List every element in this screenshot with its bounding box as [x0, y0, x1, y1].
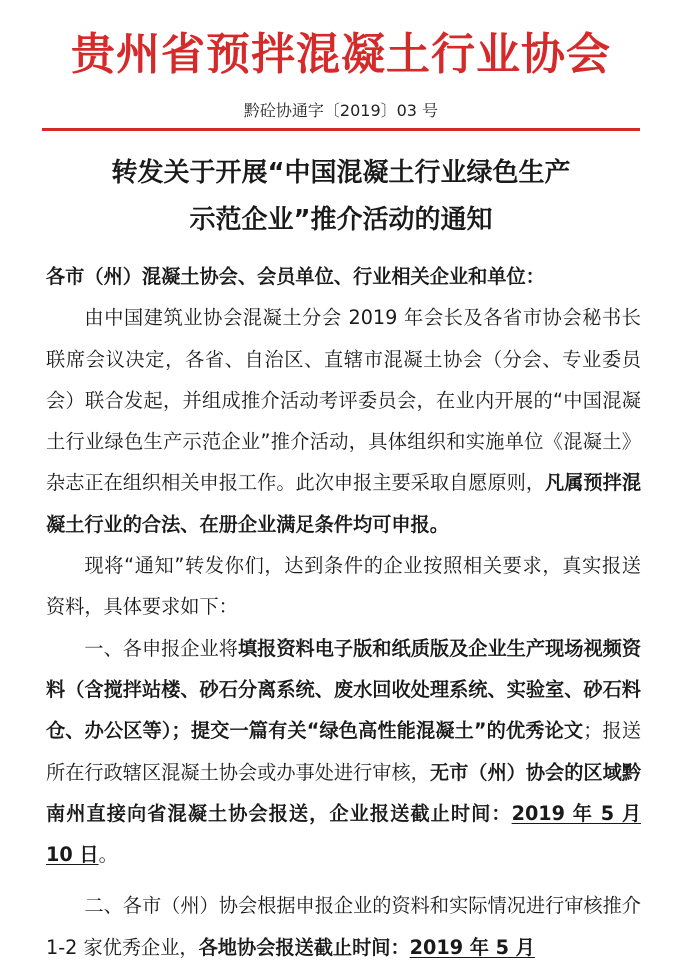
paragraph-4-deadline-note: 各地协会报送截止时间： — [198, 935, 410, 959]
document-number: 黔砼协通字〔2019〕03 号 — [243, 101, 439, 120]
paragraph-1-emphasis: 凡属预拌混凝土行业的合法、在册企业满足条件均可申报。 — [46, 471, 642, 536]
red-divider-line — [42, 128, 640, 131]
title-line-2: 示范企业”推介活动的通知 — [189, 205, 493, 235]
paragraph-3-review: ；报送所在行政辖区混凝土协会或办事处进行审核， — [46, 719, 642, 784]
paragraph-3-end: 。 — [98, 843, 118, 867]
document-title — [40, 150, 642, 244]
paragraph-1 — [46, 297, 641, 545]
document-body — [46, 256, 641, 968]
paragraph-3-deadline-date: 2019 年 5 月 10 日 — [46, 801, 642, 867]
salutation: 各市（州）混凝土协会、会员单位、行业相关企业和单位： — [46, 265, 545, 288]
paragraph-4-deadline-date: 2019 年 5 月 — [409, 935, 535, 959]
paragraph-2: 现将“通知”转发你们，达到条件的企业按照相关要求，真实报送资料，具体要求如下： — [46, 554, 641, 619]
paragraph-4 — [46, 885, 641, 968]
paragraph-1-text: 由中国建筑业协会混凝土分会 2019 年会长及各省市协会秘书长联席会议决定，各省、自治区、直辖市混凝土协会（分会、专业委员会）联合发起，并组成推介活动考评委员会，在业内开展的“中国混凝土行业绿色生产示范企业”推介活动，具体组织和实施单位《混凝土》杂志正在组织相关申报工作。此次申报主要采取自愿原则， — [46, 306, 641, 495]
paragraph-3 — [46, 628, 641, 876]
organization-title: 贵州省预拌混凝土行业协会 — [71, 29, 611, 80]
title-line-1: 转发关于开展“中国混凝土行业绿色生产 — [111, 158, 571, 188]
paragraph-3-deadline-note: 无市（州）协会的区域黔南州直接向省混凝土协会报送，企业报送截止时间： — [46, 760, 641, 825]
paragraph-4-text: 二、各市（州）协会根据申报企业的资料和实际情况进行审核推介 1-2 家优秀企业， — [46, 894, 641, 959]
paragraph-3-lead: 一、各申报企业将 — [84, 636, 238, 660]
paragraph-3-requirements: 填报资料电子版和纸质版及企业生产现场视频资料（含搅拌站楼、砂石分离系统、废水回收处理系统、实验室、砂石料仓、办公区等）；提交一篇有关“绿色高性能混凝土”的优秀论文 — [46, 636, 642, 743]
